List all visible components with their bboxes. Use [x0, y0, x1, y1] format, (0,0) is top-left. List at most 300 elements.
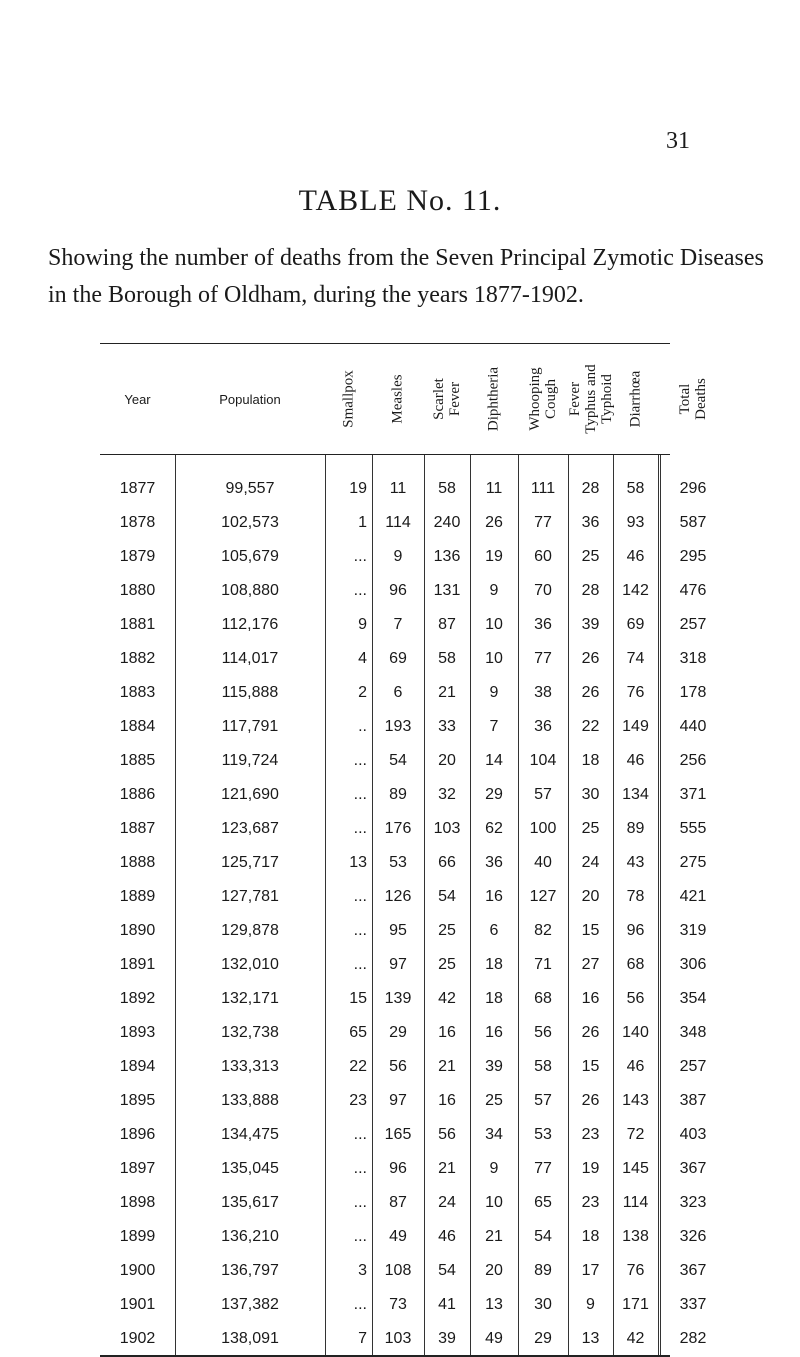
cell-measles: 139	[384, 990, 412, 1007]
cell-whooping-cough: 127	[529, 888, 557, 905]
cell-population: 115,888	[221, 684, 279, 701]
cell-diarrhoea: 142	[622, 582, 649, 599]
header-smallpox: Smallpox	[340, 370, 356, 428]
cell-measles: 176	[384, 820, 412, 837]
table-row	[100, 472, 707, 506]
cell-diphtheria: 18	[485, 990, 503, 1007]
cell-population: 132,171	[221, 990, 279, 1007]
table-row	[100, 1322, 707, 1356]
cell-diarrhoea: 78	[626, 888, 645, 905]
cell-whooping-cough: 71	[534, 956, 552, 973]
cell-diarrhoea: 134	[622, 786, 649, 803]
cell-smallpox: 15	[349, 990, 367, 1007]
cell-fever: 24	[581, 854, 600, 871]
cell-measles: 103	[384, 1330, 412, 1347]
cell-population: 133,888	[221, 1092, 279, 1109]
cell-year: 1895	[119, 1092, 156, 1109]
cell-measles: 53	[389, 854, 407, 871]
cell-smallpox: 3	[358, 1262, 367, 1279]
table-row	[100, 1288, 707, 1322]
cell-diphtheria: 36	[485, 854, 503, 871]
cell-diphtheria: 6	[489, 922, 499, 939]
cell-fever: 18	[581, 1228, 600, 1245]
cell-diarrhoea: 42	[626, 1330, 645, 1347]
cell-fever: 26	[581, 1092, 600, 1109]
cell-whooping-cough: 77	[534, 650, 552, 667]
cell-scarlet-fever: 136	[433, 548, 461, 565]
table-body	[100, 455, 707, 1357]
cell-smallpox: ...	[353, 1126, 367, 1143]
cell-scarlet-fever: 33	[438, 718, 456, 735]
cell-whooping-cough: 77	[534, 1160, 552, 1177]
cell-smallpox: ...	[353, 548, 367, 565]
cell-diphtheria: 9	[489, 1160, 499, 1177]
cell-diarrhoea: 76	[626, 1262, 645, 1279]
cell-diphtheria: 9	[489, 582, 499, 599]
table-row	[100, 710, 707, 744]
cell-year: 1887	[119, 820, 156, 837]
cell-scarlet-fever: 87	[438, 616, 456, 633]
cell-whooping-cough: 89	[534, 1262, 552, 1279]
cell-whooping-cough: 30	[534, 1296, 552, 1313]
cell-whooping-cough: 104	[529, 752, 557, 769]
cell-total-deaths: 306	[679, 956, 707, 973]
cell-smallpox: ...	[353, 1160, 367, 1177]
header-diphtheria: Diphtheria	[485, 366, 502, 432]
cell-scarlet-fever: 42	[438, 990, 456, 1007]
cell-diarrhoea: 72	[626, 1126, 645, 1143]
cell-total-deaths: 440	[679, 718, 707, 735]
cell-total-deaths: 257	[679, 616, 707, 633]
cell-year: 1889	[119, 888, 156, 905]
cell-scarlet-fever: 58	[438, 650, 456, 667]
cell-smallpox: ...	[353, 922, 367, 939]
cell-population: 135,617	[221, 1194, 279, 1211]
cell-scarlet-fever: 131	[433, 582, 461, 599]
cell-smallpox: ...	[353, 1296, 367, 1313]
cell-scarlet-fever: 240	[433, 514, 461, 531]
cell-population: 136,210	[221, 1228, 279, 1245]
cell-fever: 13	[581, 1330, 600, 1347]
cell-scarlet-fever: 54	[438, 888, 456, 905]
cell-diphtheria: 10	[485, 616, 503, 633]
cell-diphtheria: 34	[485, 1126, 503, 1143]
cell-whooping-cough: 77	[534, 514, 552, 531]
cell-smallpox: 22	[349, 1058, 367, 1075]
cell-fever: 16	[581, 990, 600, 1007]
cell-scarlet-fever: 103	[433, 820, 461, 837]
cell-fever: 19	[581, 1160, 600, 1177]
table-row	[100, 1254, 707, 1288]
table-row	[100, 574, 707, 608]
table-header	[100, 343, 709, 455]
table-row	[100, 1050, 707, 1084]
cell-fever: 9	[586, 1296, 595, 1313]
cell-measles: 11	[389, 480, 407, 497]
header-fever-text: Fever Typhus and Typhoid	[566, 364, 615, 434]
cell-smallpox: ...	[353, 786, 367, 803]
table-row	[100, 982, 707, 1016]
cell-whooping-cough: 53	[534, 1126, 552, 1143]
cell-year: 1886	[119, 786, 156, 803]
cell-measles: 7	[393, 616, 403, 633]
deaths-table	[100, 343, 709, 1357]
cell-fever: 28	[581, 480, 600, 497]
table-row	[100, 744, 707, 778]
cell-whooping-cough: 68	[534, 990, 552, 1007]
cell-year: 1878	[119, 514, 156, 531]
cell-scarlet-fever: 21	[438, 684, 456, 701]
table-row	[100, 642, 707, 676]
cell-scarlet-fever: 16	[438, 1092, 456, 1109]
cell-scarlet-fever: 21	[438, 1160, 456, 1177]
cell-diphtheria: 62	[485, 820, 503, 837]
table-row	[100, 540, 707, 574]
cell-diarrhoea: 46	[626, 548, 645, 565]
table-row	[100, 1186, 707, 1220]
cell-diarrhoea: 69	[626, 616, 645, 633]
cell-total-deaths: 367	[679, 1160, 707, 1177]
cell-scarlet-fever: 21	[438, 1058, 456, 1075]
cell-whooping-cough: 36	[534, 616, 552, 633]
cell-diphtheria: 14	[485, 752, 503, 769]
cell-smallpox: 13	[349, 854, 367, 871]
cell-fever: 28	[581, 582, 600, 599]
cell-population: 117,791	[221, 718, 279, 735]
cell-year: 1902	[119, 1330, 156, 1347]
cell-population: 102,573	[221, 514, 279, 531]
cell-diphtheria: 26	[485, 514, 503, 531]
header-measles: Measles	[389, 374, 406, 424]
cell-measles: 9	[393, 548, 403, 565]
cell-smallpox: ...	[353, 582, 367, 599]
cell-scarlet-fever: 46	[438, 1228, 456, 1245]
table-title: TABLE No. 11.	[298, 184, 502, 217]
table-row	[100, 1152, 707, 1186]
header-scarlet-fever-text: Scarlet Fever	[431, 378, 463, 420]
cell-scarlet-fever: 58	[438, 480, 456, 497]
cell-smallpox: 23	[349, 1092, 367, 1109]
cell-diphtheria: 39	[485, 1058, 503, 1075]
cell-year: 1901	[119, 1296, 156, 1313]
cell-population: 119,724	[221, 752, 279, 769]
cell-diphtheria: 19	[485, 548, 503, 565]
cell-year: 1890	[119, 922, 156, 939]
table-row	[100, 778, 707, 812]
cell-total-deaths: 354	[679, 990, 707, 1007]
cell-smallpox: ...	[353, 888, 367, 905]
cell-smallpox: 7	[358, 1330, 367, 1347]
cell-year: 1898	[119, 1194, 156, 1211]
cell-whooping-cough: 38	[534, 684, 552, 701]
cell-diphtheria: 20	[485, 1262, 503, 1279]
cell-fever: 25	[581, 548, 600, 565]
cell-scarlet-fever: 54	[438, 1262, 456, 1279]
cell-total-deaths: 348	[679, 1024, 707, 1041]
table-row	[100, 506, 707, 540]
table-row	[100, 676, 707, 710]
cell-measles: 193	[384, 718, 412, 735]
cell-year: 1880	[119, 582, 156, 599]
cell-fever: 36	[581, 514, 600, 531]
cell-diarrhoea: 93	[626, 514, 645, 531]
cell-population: 137,382	[221, 1296, 279, 1313]
cell-year: 1882	[119, 650, 156, 667]
cell-smallpox: ...	[353, 820, 367, 837]
cell-measles: 54	[389, 752, 407, 769]
cell-year: 1885	[119, 752, 156, 769]
cell-total-deaths: 387	[679, 1092, 707, 1109]
cell-fever: 25	[581, 820, 600, 837]
cell-total-deaths: 296	[679, 480, 707, 497]
cell-smallpox: 9	[358, 616, 367, 633]
cell-smallpox: ...	[353, 1194, 367, 1211]
cell-population: 123,687	[221, 820, 279, 837]
cell-population: 125,717	[221, 854, 279, 871]
cell-whooping-cough: 57	[534, 1092, 552, 1109]
cell-population: 138,091	[221, 1330, 279, 1347]
table-row	[100, 948, 707, 982]
cell-population: 105,679	[221, 548, 279, 565]
cell-population: 129,878	[221, 922, 279, 939]
cell-diphtheria: 18	[485, 956, 503, 973]
cell-year: 1877	[119, 480, 156, 497]
cell-total-deaths: 421	[679, 888, 707, 905]
cell-smallpox: 19	[349, 480, 367, 497]
header-diarrhoea: Diarrhœa	[627, 370, 643, 428]
cell-total-deaths: 295	[679, 548, 707, 565]
cell-fever: 18	[581, 752, 600, 769]
cell-total-deaths: 326	[679, 1228, 707, 1245]
cell-year: 1897	[119, 1160, 156, 1177]
cell-population: 133,313	[221, 1058, 279, 1075]
cell-population: 121,690	[221, 786, 279, 803]
cell-year: 1892	[119, 990, 156, 1007]
cell-fever: 26	[581, 650, 600, 667]
cell-diphtheria: 29	[485, 786, 503, 803]
cell-smallpox: ...	[353, 1228, 367, 1245]
cell-diarrhoea: 140	[622, 1024, 649, 1041]
cell-population: 136,797	[221, 1262, 279, 1279]
table-row	[100, 812, 707, 846]
cell-whooping-cough: 54	[534, 1228, 552, 1245]
table-row	[100, 608, 707, 642]
cell-diarrhoea: 68	[626, 956, 645, 973]
cell-fever: 17	[581, 1262, 600, 1279]
cell-smallpox: ...	[353, 956, 367, 973]
cell-measles: 126	[384, 888, 412, 905]
cell-fever: 15	[581, 1058, 600, 1075]
cell-measles: 97	[389, 1092, 407, 1109]
cell-population: 99,557	[225, 480, 275, 497]
cell-diarrhoea: 43	[626, 854, 645, 871]
cell-scarlet-fever: 24	[438, 1194, 456, 1211]
cell-scarlet-fever: 66	[438, 854, 456, 871]
cell-whooping-cough: 65	[534, 1194, 552, 1211]
cell-diphtheria: 21	[485, 1228, 503, 1245]
cell-fever: 27	[581, 956, 600, 973]
cell-fever: 26	[581, 684, 600, 701]
cell-whooping-cough: 70	[534, 582, 552, 599]
cell-diphtheria: 13	[485, 1296, 503, 1313]
header-total-deaths	[658, 344, 728, 454]
cell-population: 132,010	[221, 956, 279, 973]
cell-diarrhoea: 145	[622, 1160, 649, 1177]
cell-diarrhoea: 74	[626, 650, 645, 667]
cell-total-deaths: 257	[679, 1058, 707, 1075]
table-row	[100, 1016, 707, 1050]
cell-total-deaths: 403	[679, 1126, 707, 1143]
cell-year: 1896	[119, 1126, 156, 1143]
header-scarlet-fever	[424, 344, 470, 454]
cell-total-deaths: 476	[679, 582, 707, 599]
cell-whooping-cough: 82	[534, 922, 552, 939]
table-row	[100, 914, 707, 948]
cell-total-deaths: 282	[679, 1330, 707, 1347]
cell-smallpox: ...	[353, 752, 367, 769]
cell-whooping-cough: 40	[534, 854, 552, 871]
cell-diphtheria: 10	[485, 650, 503, 667]
cell-total-deaths: 371	[679, 786, 707, 803]
cell-diarrhoea: 46	[626, 1058, 645, 1075]
header-total-deaths-text: Total Deaths	[677, 378, 709, 420]
cell-fever: 26	[581, 1024, 600, 1041]
cell-measles: 97	[389, 956, 407, 973]
cell-total-deaths: 319	[679, 922, 707, 939]
cell-whooping-cough: 60	[534, 548, 552, 565]
cell-population: 135,045	[221, 1160, 279, 1177]
table-row	[100, 1220, 707, 1254]
header-whooping-cough	[518, 344, 568, 454]
cell-year: 1900	[119, 1262, 156, 1279]
cell-whooping-cough: 111	[530, 480, 556, 497]
cell-whooping-cough: 36	[534, 718, 552, 735]
cell-population: 112,176	[221, 616, 279, 633]
cell-smallpox: 1	[358, 514, 367, 531]
cell-whooping-cough: 56	[534, 1024, 552, 1041]
cell-scarlet-fever: 16	[438, 1024, 456, 1041]
cell-smallpox: 4	[358, 650, 367, 667]
header-whooping-cough-text: Whooping Cough	[527, 367, 559, 431]
cell-whooping-cough: 57	[534, 786, 552, 803]
cell-year: 1879	[119, 548, 156, 565]
cell-year: 1888	[119, 854, 156, 871]
cell-scarlet-fever: 41	[438, 1296, 456, 1313]
cell-total-deaths: 178	[679, 684, 707, 701]
cell-diarrhoea: 149	[622, 718, 649, 735]
cell-diarrhoea: 138	[622, 1228, 649, 1245]
cell-total-deaths: 367	[679, 1262, 707, 1279]
cell-scarlet-fever: 39	[438, 1330, 456, 1347]
cell-diphtheria: 9	[489, 684, 499, 701]
cell-population: 114,017	[221, 650, 279, 667]
cell-total-deaths: 275	[679, 854, 707, 871]
table-row	[100, 880, 707, 914]
cell-scarlet-fever: 32	[438, 786, 456, 803]
cell-total-deaths: 256	[679, 752, 707, 769]
cell-whooping-cough: 29	[534, 1330, 552, 1347]
cell-measles: 87	[389, 1194, 407, 1211]
cell-total-deaths: 323	[679, 1194, 707, 1211]
cell-diphtheria: 16	[485, 1024, 503, 1041]
cell-whooping-cough: 100	[529, 820, 557, 837]
cell-total-deaths: 337	[679, 1296, 707, 1313]
cell-scarlet-fever: 25	[438, 956, 456, 973]
cell-diarrhoea: 114	[622, 1194, 649, 1211]
cell-year: 1883	[119, 684, 156, 701]
cell-diarrhoea: 96	[626, 922, 645, 939]
cell-diphtheria: 7	[489, 718, 499, 735]
table-row	[100, 846, 707, 880]
cell-fever: 30	[581, 786, 600, 803]
cell-measles: 114	[385, 514, 411, 531]
header-year: Year	[124, 391, 151, 407]
cell-measles: 108	[384, 1262, 412, 1279]
cell-diphtheria: 49	[485, 1330, 503, 1347]
cell-year: 1881	[119, 616, 156, 633]
cell-population: 134,475	[221, 1126, 279, 1143]
cell-smallpox: 2	[358, 684, 367, 701]
header-population: Population	[219, 391, 281, 407]
cell-measles: 69	[389, 650, 407, 667]
cell-diphtheria: 16	[485, 888, 503, 905]
cell-year: 1884	[119, 718, 156, 735]
table-subtitle: Showing the number of deaths from the Seven Principal Zymotic Diseases in the Borough of Oldham, during the years 1877-1902.	[48, 245, 764, 308]
cell-diarrhoea: 76	[626, 684, 645, 701]
table-row	[100, 1118, 707, 1152]
cell-diarrhoea: 89	[626, 820, 645, 837]
cell-total-deaths: 555	[679, 820, 707, 837]
cell-total-deaths: 318	[679, 650, 707, 667]
cell-diphtheria: 25	[485, 1092, 503, 1109]
cell-year: 1899	[119, 1228, 156, 1245]
cell-scarlet-fever: 20	[438, 752, 456, 769]
cell-diphtheria: 10	[485, 1194, 503, 1211]
cell-fever: 23	[581, 1194, 600, 1211]
cell-diarrhoea: 56	[626, 990, 645, 1007]
cell-measles: 95	[389, 922, 407, 939]
cell-whooping-cough: 58	[534, 1058, 552, 1075]
page-number: 31	[666, 128, 690, 154]
cell-scarlet-fever: 56	[438, 1126, 456, 1143]
cell-total-deaths: 587	[679, 514, 707, 531]
cell-measles: 56	[389, 1058, 407, 1075]
cell-fever: 23	[581, 1126, 600, 1143]
cell-diarrhoea: 143	[622, 1092, 649, 1109]
cell-fever: 22	[581, 718, 600, 735]
cell-population: 127,781	[221, 888, 279, 905]
cell-fever: 20	[581, 888, 600, 905]
cell-population: 108,880	[221, 582, 279, 599]
cell-fever: 15	[581, 922, 600, 939]
cell-diarrhoea: 171	[622, 1296, 649, 1313]
cell-scarlet-fever: 25	[438, 922, 456, 939]
cell-fever: 39	[581, 616, 600, 633]
cell-measles: 96	[389, 1160, 407, 1177]
cell-measles: 49	[389, 1228, 407, 1245]
cell-measles: 29	[389, 1024, 407, 1041]
header-fever	[568, 344, 613, 454]
cell-measles: 96	[389, 582, 407, 599]
cell-year: 1891	[119, 956, 156, 973]
cell-smallpox: ..	[358, 718, 367, 735]
table-row	[100, 1084, 707, 1118]
cell-measles: 6	[393, 684, 403, 701]
cell-measles: 165	[384, 1126, 412, 1143]
cell-diphtheria: 11	[485, 480, 503, 497]
cell-year: 1894	[119, 1058, 156, 1075]
cell-smallpox: 65	[349, 1024, 367, 1041]
